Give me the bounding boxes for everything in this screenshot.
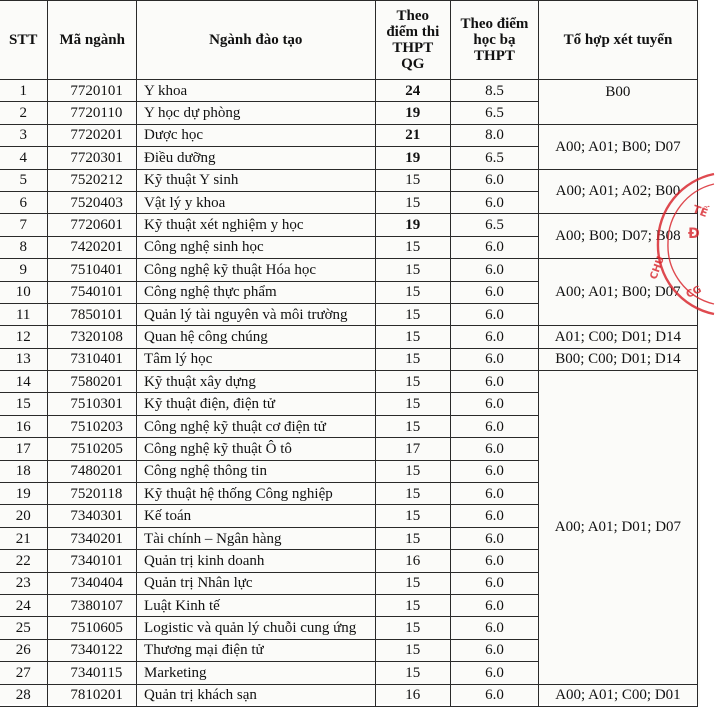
table-row xyxy=(0,326,698,348)
cell-major-name: Quan hệ công chúng xyxy=(137,326,375,348)
cell-stt: 25 xyxy=(0,617,48,639)
cell-thpt-score: 15 xyxy=(375,259,451,281)
cell-subject-combination: A00; B00; D07; B08 xyxy=(538,214,697,259)
cell-major-name: Marketing xyxy=(137,662,375,684)
cell-major-name: Kỹ thuật xét nghiệm y học xyxy=(137,214,375,236)
cell-thpt-score: 17 xyxy=(375,438,451,460)
cell-stt: 18 xyxy=(0,460,48,482)
cell-major-name: Tài chính – Ngân hàng xyxy=(137,527,375,549)
cell-major-name: Kỹ thuật Y sinh xyxy=(137,169,375,191)
cell-transcript-score: 6.0 xyxy=(451,415,539,437)
cell-major-code: 7340122 xyxy=(48,639,137,661)
cell-transcript-score: 6.0 xyxy=(451,572,539,594)
cell-stt: 19 xyxy=(0,483,48,505)
cell-subject-combination: B00 xyxy=(538,80,697,125)
cell-major-name: Y khoa xyxy=(137,80,375,102)
cell-stt: 20 xyxy=(0,505,48,527)
cell-stt: 15 xyxy=(0,393,48,415)
cell-major-code: 7580201 xyxy=(48,371,137,393)
cell-transcript-score: 6.0 xyxy=(451,483,539,505)
cell-major-code: 7320108 xyxy=(48,326,137,348)
cell-transcript-score: 6.0 xyxy=(451,259,539,281)
cell-subject-combination: B00; C00; D01; D14 xyxy=(538,348,697,370)
cell-thpt-score: 15 xyxy=(375,169,451,191)
cell-stt: 16 xyxy=(0,415,48,437)
cell-thpt-score: 15 xyxy=(375,572,451,594)
cell-transcript-score: 6.0 xyxy=(451,550,539,572)
cell-transcript-score: 6.0 xyxy=(451,527,539,549)
header-subject-combination: Tổ hợp xét tuyển xyxy=(538,1,697,80)
cell-major-code: 7720201 xyxy=(48,124,137,146)
cell-major-code: 7510203 xyxy=(48,415,137,437)
table-row xyxy=(0,684,698,706)
cell-major-name: Công nghệ thực phẩm xyxy=(137,281,375,303)
cell-transcript-score: 6.5 xyxy=(451,214,539,236)
cell-transcript-score: 6.0 xyxy=(451,371,539,393)
cell-thpt-score: 15 xyxy=(375,415,451,437)
cell-major-code: 7340404 xyxy=(48,572,137,594)
cell-transcript-score: 6.0 xyxy=(451,662,539,684)
cell-transcript-score: 6.0 xyxy=(451,617,539,639)
cell-major-name: Kỹ thuật điện, điện tử xyxy=(137,393,375,415)
svg-text:CG: CG xyxy=(684,284,704,301)
header-transcript-score-label: Theo điểm học bạ THPT xyxy=(460,16,529,64)
cell-major-name: Tâm lý học xyxy=(137,348,375,370)
cell-thpt-score: 15 xyxy=(375,460,451,482)
cell-stt: 24 xyxy=(0,594,48,616)
cell-stt: 5 xyxy=(0,169,48,191)
cell-stt: 22 xyxy=(0,550,48,572)
cell-thpt-score: 15 xyxy=(375,393,451,415)
header-major-name: Ngành đào tạo xyxy=(137,1,375,80)
cell-major-name: Quản trị khách sạn xyxy=(137,684,375,706)
cell-thpt-score: 15 xyxy=(375,303,451,325)
cell-major-name: Công nghệ sinh học xyxy=(137,236,375,258)
cell-stt: 10 xyxy=(0,281,48,303)
cell-stt: 1 xyxy=(0,80,48,102)
cell-stt: 12 xyxy=(0,326,48,348)
cell-major-code: 7810201 xyxy=(48,684,137,706)
cell-thpt-score: 15 xyxy=(375,483,451,505)
cell-thpt-score: 15 xyxy=(375,617,451,639)
cell-thpt-score: 15 xyxy=(375,326,451,348)
cell-thpt-score: 24 xyxy=(375,80,451,102)
cell-thpt-score: 15 xyxy=(375,281,451,303)
cell-major-code: 7510301 xyxy=(48,393,137,415)
cell-major-code: 7520403 xyxy=(48,191,137,213)
cell-thpt-score: 15 xyxy=(375,527,451,549)
header-stt: STT xyxy=(0,1,48,80)
cell-major-code: 7340115 xyxy=(48,662,137,684)
cell-subject-combination: A00; A01; B00; D07 xyxy=(538,259,697,326)
table-row xyxy=(0,214,698,236)
cell-stt: 8 xyxy=(0,236,48,258)
cell-thpt-score: 15 xyxy=(375,594,451,616)
cell-thpt-score: 16 xyxy=(375,684,451,706)
cell-stt: 4 xyxy=(0,147,48,169)
cell-stt: 2 xyxy=(0,102,48,124)
cell-transcript-score: 8.5 xyxy=(451,80,539,102)
cell-major-name: Công nghệ kỹ thuật Ô tô xyxy=(137,438,375,460)
cell-transcript-score: 6.0 xyxy=(451,594,539,616)
cell-stt: 23 xyxy=(0,572,48,594)
cell-transcript-score: 6.0 xyxy=(451,348,539,370)
cell-stt: 17 xyxy=(0,438,48,460)
cell-major-name: Logistic và quản lý chuỗi cung ứng xyxy=(137,617,375,639)
cell-stt: 7 xyxy=(0,214,48,236)
cell-thpt-score: 15 xyxy=(375,505,451,527)
cell-major-name: Điều dưỡng xyxy=(137,147,375,169)
cell-transcript-score: 6.5 xyxy=(451,147,539,169)
cell-major-code: 7380107 xyxy=(48,594,137,616)
cell-transcript-score: 6.0 xyxy=(451,236,539,258)
cell-major-code: 7510605 xyxy=(48,617,137,639)
cell-major-code: 7720110 xyxy=(48,102,137,124)
header-transcript-score xyxy=(451,1,539,80)
cell-stt: 3 xyxy=(0,124,48,146)
cell-major-code: 7540101 xyxy=(48,281,137,303)
cell-major-code: 7520212 xyxy=(48,169,137,191)
cell-transcript-score: 6.0 xyxy=(451,191,539,213)
cell-thpt-score: 19 xyxy=(375,214,451,236)
cell-stt: 21 xyxy=(0,527,48,549)
cell-major-code: 7340101 xyxy=(48,550,137,572)
cell-major-code: 7510205 xyxy=(48,438,137,460)
header-thpt-score-label: Theo điểm thi THPT QG xyxy=(386,8,440,72)
cell-subject-combination: A00; A01; A02; B00 xyxy=(538,169,697,214)
cell-stt: 9 xyxy=(0,259,48,281)
cell-transcript-score: 6.0 xyxy=(451,505,539,527)
cell-major-name: Quản trị Nhân lực xyxy=(137,572,375,594)
header-major-code: Mã ngành xyxy=(48,1,137,80)
cell-transcript-score: 6.0 xyxy=(451,326,539,348)
table-row xyxy=(0,169,698,191)
cell-major-code: 7720601 xyxy=(48,214,137,236)
table-row xyxy=(0,348,698,370)
svg-text:CHU: CHU xyxy=(648,254,667,282)
cell-transcript-score: 6.0 xyxy=(451,639,539,661)
cell-major-code: 7480201 xyxy=(48,460,137,482)
cell-stt: 27 xyxy=(0,662,48,684)
cell-stt: 26 xyxy=(0,639,48,661)
cell-subject-combination: A00; A01; B00; D07 xyxy=(538,124,697,169)
cell-transcript-score: 6.0 xyxy=(451,281,539,303)
table-row xyxy=(0,371,698,393)
cell-transcript-score: 6.0 xyxy=(451,438,539,460)
cell-thpt-score: 15 xyxy=(375,639,451,661)
cell-major-code: 7510401 xyxy=(48,259,137,281)
cell-subject-combination: A00; A01; C00; D01 xyxy=(538,684,697,706)
cell-subject-combination: A00; A01; D01; D07 xyxy=(538,371,697,684)
cell-major-name: Thương mại điện tử xyxy=(137,639,375,661)
cell-major-code: 7720101 xyxy=(48,80,137,102)
cell-transcript-score: 6.0 xyxy=(451,169,539,191)
table-body xyxy=(0,80,698,707)
cell-thpt-score: 19 xyxy=(375,102,451,124)
cell-major-name: Dược học xyxy=(137,124,375,146)
cell-thpt-score: 21 xyxy=(375,124,451,146)
svg-text:TẾ: TẾ xyxy=(690,202,710,220)
cell-major-name: Kỹ thuật hệ thống Công nghiệp xyxy=(137,483,375,505)
cell-major-code: 7340301 xyxy=(48,505,137,527)
cell-thpt-score: 16 xyxy=(375,550,451,572)
cell-major-name: Kế toán xyxy=(137,505,375,527)
cell-transcript-score: 6.0 xyxy=(451,460,539,482)
cell-major-code: 7850101 xyxy=(48,303,137,325)
cell-major-name: Quản trị kinh doanh xyxy=(137,550,375,572)
cell-thpt-score: 15 xyxy=(375,348,451,370)
cell-stt: 28 xyxy=(0,684,48,706)
cell-major-name: Công nghệ kỹ thuật cơ điện tử xyxy=(137,415,375,437)
table-row xyxy=(0,124,698,146)
cell-stt: 13 xyxy=(0,348,48,370)
cell-thpt-score: 19 xyxy=(375,147,451,169)
cell-thpt-score: 15 xyxy=(375,236,451,258)
cell-stt: 6 xyxy=(0,191,48,213)
cell-transcript-score: 6.0 xyxy=(451,684,539,706)
cell-transcript-score: 8.0 xyxy=(451,124,539,146)
cell-major-code: 7520118 xyxy=(48,483,137,505)
header-thpt-score xyxy=(375,1,451,80)
cell-major-code: 7720301 xyxy=(48,147,137,169)
cell-major-name: Công nghệ kỹ thuật Hóa học xyxy=(137,259,375,281)
cell-transcript-score: 6.0 xyxy=(451,303,539,325)
cell-thpt-score: 15 xyxy=(375,662,451,684)
cell-major-name: Công nghệ thông tin xyxy=(137,460,375,482)
cell-stt: 14 xyxy=(0,371,48,393)
cell-stt: 11 xyxy=(0,303,48,325)
table-header-row xyxy=(0,1,698,80)
cell-subject-combination: A01; C00; D01; D14 xyxy=(538,326,697,348)
cell-transcript-score: 6.0 xyxy=(451,393,539,415)
cell-thpt-score: 15 xyxy=(375,191,451,213)
table-row xyxy=(0,259,698,281)
svg-text:Đ: Đ xyxy=(688,226,700,242)
cell-transcript-score: 6.5 xyxy=(451,102,539,124)
cell-major-name: Quản lý tài nguyên và môi trường xyxy=(137,303,375,325)
cell-major-name: Luật Kinh tế xyxy=(137,594,375,616)
cell-thpt-score: 15 xyxy=(375,371,451,393)
cell-major-name: Kỹ thuật xây dựng xyxy=(137,371,375,393)
cell-major-name: Vật lý y khoa xyxy=(137,191,375,213)
cell-major-code: 7310401 xyxy=(48,348,137,370)
cell-major-code: 7420201 xyxy=(48,236,137,258)
cell-major-name: Y học dự phòng xyxy=(137,102,375,124)
cell-major-code: 7340201 xyxy=(48,527,137,549)
table-row xyxy=(0,80,698,102)
